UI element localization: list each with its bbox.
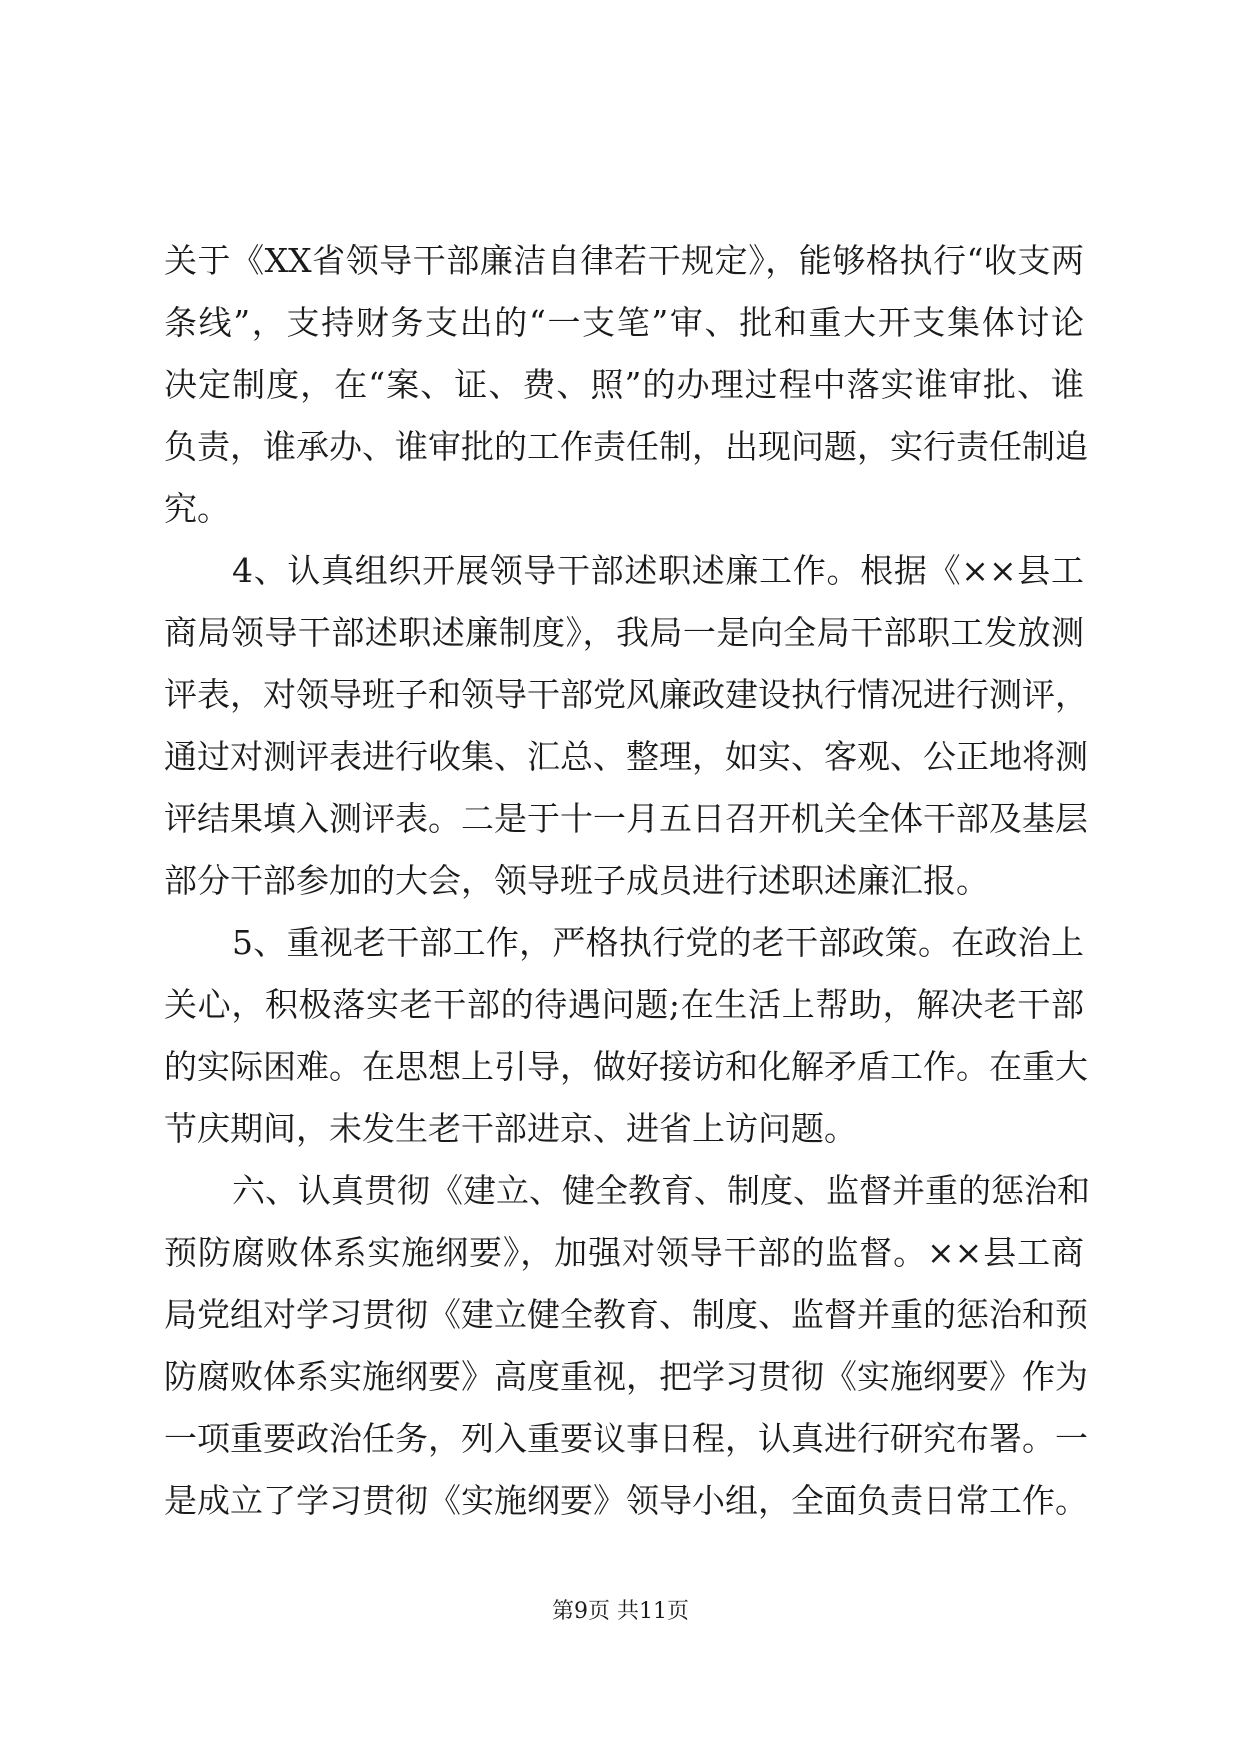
text-line: 局党组对学习贯彻《建立健全教育、制度、监督并重的惩治和预	[164, 1295, 1088, 1334]
document-body	[164, 230, 1090, 1532]
text-line: 部分干部参加的大会，领导班子成员进行述职述廉汇报。	[164, 861, 989, 900]
text-line: 预防腐败体系实施纲要》，加强对领导干部的监督。××县工商	[164, 1233, 1084, 1272]
text-line: 防腐败体系实施纲要》高度重视，把学习贯彻《实施纲要》作为	[164, 1357, 1088, 1396]
text-line: 评结果填入测评表。二是于十一月五日召开机关全体干部及基层	[164, 799, 1088, 838]
text-line: 究。	[164, 489, 230, 528]
text-line: 关心，积极落实老干部的待遇问题;在生活上帮助，解决老干部	[164, 985, 1084, 1024]
page-footer: 第9页 共11页	[552, 1599, 689, 1624]
text-line: 节庆期间，未发生老干部进京、进省上访问题。	[164, 1109, 857, 1148]
text-line: 评表，对领导班子和领导干部党风廉政建设执行情况进行测评，	[164, 675, 1088, 714]
text-line: 商局领导干部述职述廉制度》，我局一是向全局干部职工发放测	[164, 613, 1084, 652]
text-line: 通过对测评表进行收集、汇总、整理，如实、客观、公正地将测	[164, 737, 1088, 776]
text-line: 是成立了学习贯彻《实施纲要》领导小组，全面负责日常工作。	[164, 1481, 1088, 1520]
text-line: 负责，谁承办、谁审批的工作责任制，出现问题，实行责任制追	[164, 427, 1088, 466]
text-line: 的实际困难。在思想上引导，做好接访和化解矛盾工作。在重大	[164, 1047, 1088, 1086]
text-line: 4、认真组织开展领导干部述职述廉工作。根据《××县工	[232, 551, 1084, 590]
text-line: 决定制度，在“案、证、费、照”的办理过程中落实谁审批、谁	[164, 365, 1084, 404]
text-line: 5、重视老干部工作，严格执行党的老干部政策。在政治上	[232, 923, 1084, 962]
text-line: 六、认真贯彻《建立、健全教育、制度、监督并重的惩治和	[232, 1171, 1090, 1210]
text-line: 一项重要政治任务，列入重要议事日程，认真进行研究布署。一	[164, 1419, 1088, 1458]
text-line: 条线”，支持财务支出的“一支笔”审、批和重大开支集体讨论	[164, 303, 1084, 342]
text-line: 关于《XX省领导干部廉洁自律若干规定》，能够格执行“收支两	[164, 241, 1084, 280]
